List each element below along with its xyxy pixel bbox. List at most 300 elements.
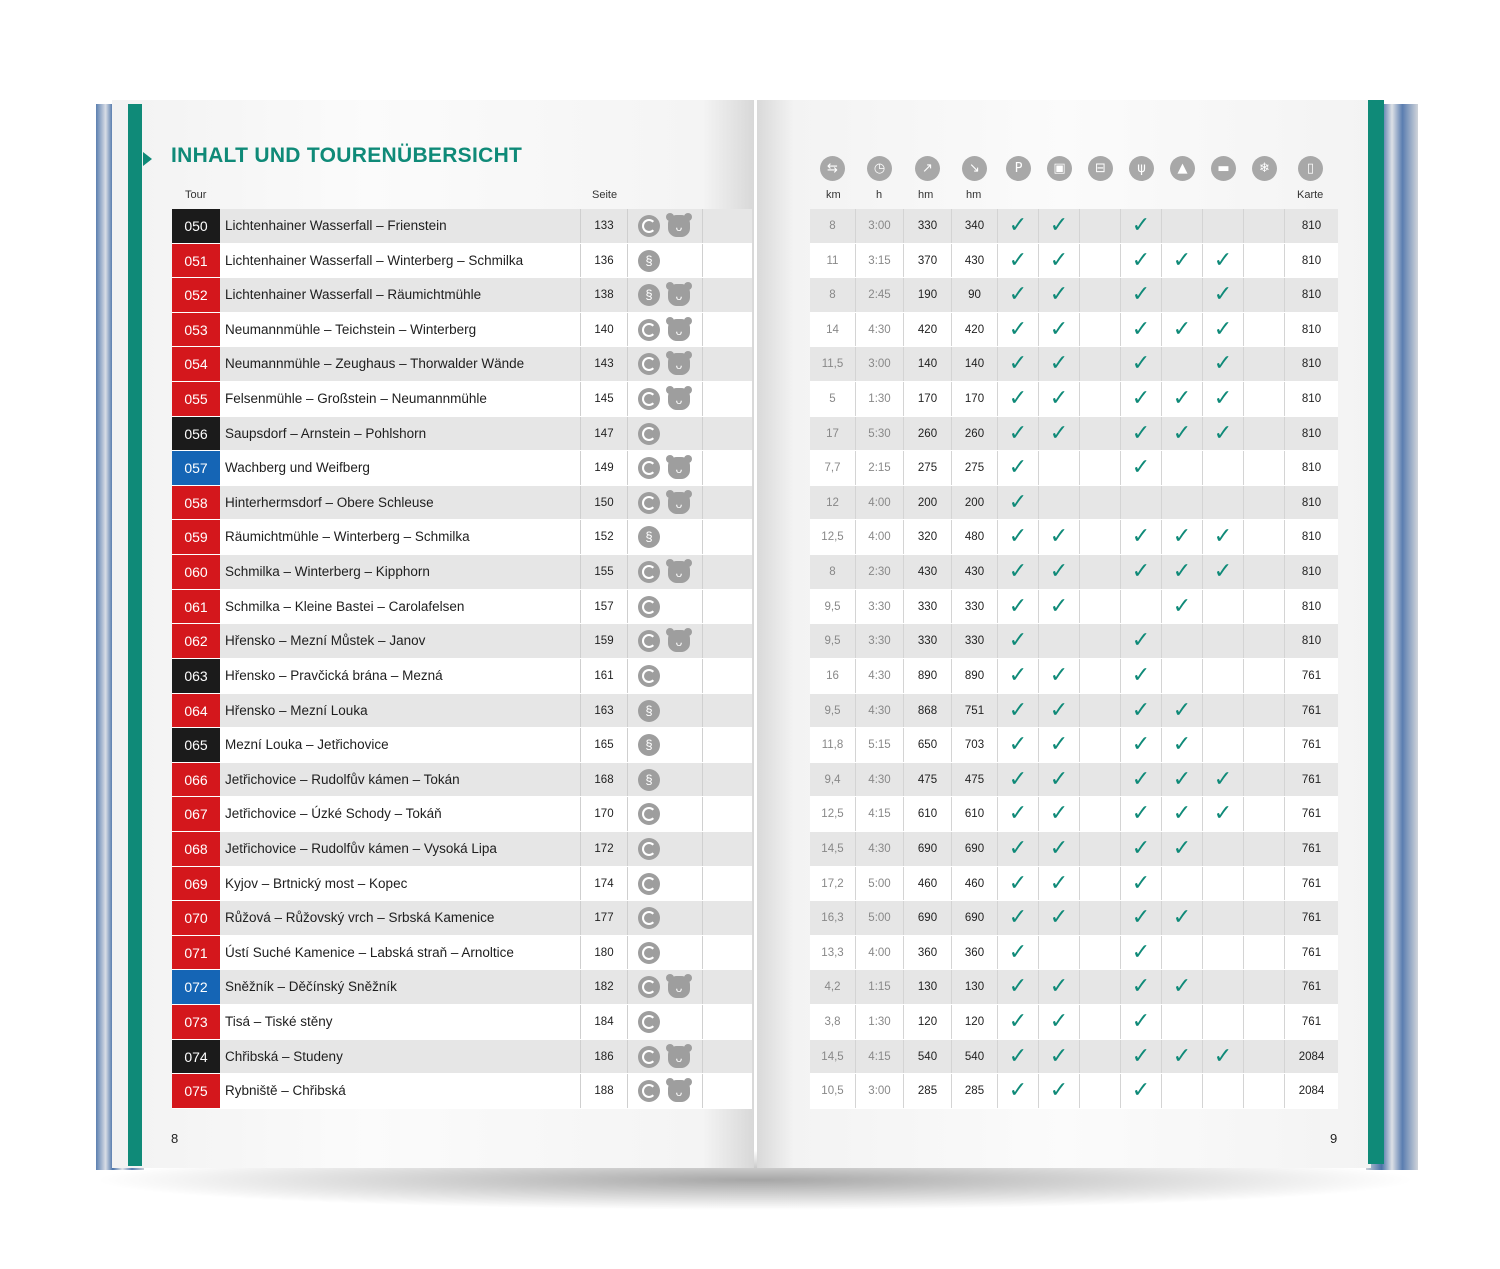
accommodation-available [1203,659,1244,693]
check-icon: ✓ [1213,801,1233,827]
check-icon: ✓ [1008,559,1028,585]
tour-name: Schmilka – Kleine Bastei – Carolafelsen [225,598,465,614]
restaurant-available [1121,1040,1162,1074]
tour-name: Lichtenhainer Wasserfall – Frienstein [225,218,447,233]
bus-available [1039,901,1080,935]
tour-badges [632,832,702,866]
tour-number: 060 [172,555,220,589]
cable-car-available [1080,313,1121,347]
row-divider [702,832,703,866]
bus-available [1039,451,1080,485]
tour-number: 054 [172,347,220,381]
check-icon: ✓ [1172,593,1192,619]
summit-available [1162,1040,1203,1074]
map-number: 810 [1301,496,1322,509]
restaurant-available [1121,832,1162,866]
tour-badges [632,1074,702,1108]
tour-page: 186 [580,1040,628,1074]
ascent-hm: 130 [904,970,952,1004]
ascent-hm: 285 [904,1074,952,1108]
tour-page: 170 [580,797,628,831]
winter-available [1244,278,1285,312]
row-divider [702,1005,703,1039]
row-divider [702,624,703,658]
tour-badges [632,901,702,935]
map-number: 810 [1301,393,1322,406]
parking-available [998,1074,1039,1108]
check-icon: ✓ [1213,524,1233,550]
title-arrow-icon [143,152,152,166]
tour-page: 136 [580,244,628,278]
tour-name: Räumichtmühle – Winterberg – Schmilka [225,529,470,545]
ascent-hm: 690 [904,832,952,866]
tour-row[interactable] [172,901,752,936]
loop-tour-icon [638,838,660,860]
check-icon: ✓ [1213,1043,1233,1069]
tour-badges [632,417,702,451]
tour-name: Rybniště – Chřibská [225,1083,346,1099]
tour-number: 070 [172,901,220,935]
check-icon: ✓ [1172,974,1192,1000]
winter-available [1244,901,1285,935]
tour-page: 155 [580,555,628,589]
check-icon: ✓ [1008,1009,1028,1035]
tour-row[interactable] [172,694,752,729]
cable-car-available [1080,347,1121,381]
check-icon: ✓ [1008,489,1028,515]
check-icon: ✓ [1131,1078,1151,1104]
summit-available [1162,451,1203,485]
tour-row[interactable] [172,347,752,382]
tour-row[interactable] [172,244,752,279]
tour-badges [632,382,702,416]
cable-car-available [1080,624,1121,658]
accommodation-available [1203,832,1244,866]
check-icon: ✓ [1008,628,1028,654]
cable-car-available [1080,901,1121,935]
tour-number: 059 [172,520,220,554]
duration-h: 5:00 [856,901,904,935]
map-number: 810 [1301,531,1322,544]
ascent-hm: 140 [904,347,952,381]
tour-row[interactable] [172,209,752,244]
check-icon: ✓ [1008,939,1028,965]
check-icon: ✓ [1049,420,1069,446]
row-divider [702,694,703,728]
tour-name: Hřensko – Mezní Můstek – Janov [225,633,426,649]
check-icon: ✓ [1008,420,1028,446]
check-icon: ✓ [1008,732,1028,758]
tour-number: 075 [172,1074,220,1108]
accommodation-available [1203,347,1244,381]
winter-available [1244,486,1285,520]
tour-number: 058 [172,486,220,520]
check-icon: ✓ [1131,1009,1151,1035]
distance-km: 3,8 [810,1005,856,1039]
tour-row[interactable] [172,417,752,452]
tour-stats-row [810,624,1338,659]
parking-available [998,970,1039,1004]
tour-row[interactable] [172,728,752,763]
parking-icon: P [1006,156,1031,181]
summit-available [1162,209,1203,243]
summit-available [1162,797,1203,831]
loop-tour-icon [638,942,660,964]
distance-km: 11,5 [810,347,856,381]
tour-name: Jetřichovice – Rudolfův kámen – Vysoká Lipa [225,840,497,856]
row-divider [702,382,703,416]
check-icon: ✓ [1049,386,1069,412]
signpost-icon: ⇆ [820,156,845,181]
family-bear-icon [668,1046,690,1068]
check-icon: ✓ [1172,559,1192,585]
tour-name: Wachberg und Weifberg [225,460,370,476]
parking-available [998,451,1039,485]
tour-row[interactable] [172,936,752,971]
ascent-hm: 430 [904,555,952,589]
check-icon: ✓ [1213,351,1233,377]
tour-row[interactable] [172,520,752,555]
tour-stats-row [810,1005,1338,1040]
parking-available [998,936,1039,970]
distance-km: 12,5 [810,520,856,554]
tour-row[interactable] [172,278,752,313]
check-icon: ✓ [1172,732,1192,758]
tour-name: Tisá – Tiské stěny [225,1014,333,1030]
duration-h: 4:00 [856,520,904,554]
summit-icon: ▲ [1170,156,1195,181]
one-way-tour-icon [638,769,660,791]
accommodation-available [1203,970,1244,1004]
restaurant-available [1121,624,1162,658]
check-icon: ✓ [1131,316,1151,342]
tour-row[interactable] [172,590,752,625]
tour-number: 069 [172,867,220,901]
tour-page: 133 [580,209,628,243]
tour-page: 177 [580,901,628,935]
check-icon: ✓ [1049,974,1069,1000]
tour-row[interactable] [172,555,752,590]
bus-available [1039,867,1080,901]
family-bear-icon [668,284,690,306]
tour-number: 056 [172,417,220,451]
summit-available [1162,763,1203,797]
restaurant-available [1121,1074,1162,1108]
parking-available [998,763,1039,797]
map-number: 761 [1301,877,1322,890]
distance-km: 7,7 [810,451,856,485]
tour-badges [632,659,702,693]
tour-badges [632,970,702,1004]
tour-name: Hinterhermsdorf – Obere Schleuse [225,494,434,510]
seite-column-header: Seite [592,189,618,201]
cable-car-available [1080,867,1121,901]
summit-available [1162,901,1203,935]
bus-available [1039,313,1080,347]
check-icon: ✓ [1008,316,1028,342]
loop-tour-icon [638,976,660,998]
row-divider [702,728,703,762]
summit-available [1162,867,1203,901]
check-icon: ✓ [1172,801,1192,827]
cable-car-available [1080,936,1121,970]
row-divider [702,347,703,381]
row-divider [702,867,703,901]
family-bear-icon [668,388,690,410]
cable-car-available [1080,728,1121,762]
loop-tour-icon [638,1080,660,1102]
accommodation-available [1203,694,1244,728]
tour-page: 184 [580,1005,628,1039]
duration-h: 3:30 [856,624,904,658]
tour-stats-row [810,970,1338,1005]
check-icon: ✓ [1049,662,1069,688]
duration-h: 4:00 [856,486,904,520]
tour-number: 062 [172,624,220,658]
check-icon: ✓ [1049,282,1069,308]
descent-hm: 480 [952,520,998,554]
tour-stats-row [810,278,1338,313]
tour-badges [632,797,702,831]
row-divider [702,313,703,347]
row-divider [702,970,703,1004]
ascent-hm: 330 [904,624,952,658]
distance-km: 14,5 [810,832,856,866]
accommodation-available [1203,417,1244,451]
loop-tour-icon [638,353,660,375]
tour-row[interactable] [172,313,752,348]
tour-stats-row [810,797,1338,832]
winter-available [1244,244,1285,278]
tour-badges [632,313,702,347]
descent-hm: 200 [952,486,998,520]
check-icon: ✓ [1172,1043,1192,1069]
bus-available [1039,659,1080,693]
accommodation-available [1203,313,1244,347]
accommodation-available [1203,451,1244,485]
tour-badges [632,867,702,901]
check-icon: ✓ [1008,697,1028,723]
tour-row[interactable] [172,659,752,694]
tour-stats-row [810,347,1338,382]
check-icon: ✓ [1172,766,1192,792]
parking-available [998,1005,1039,1039]
check-icon: ✓ [1213,559,1233,585]
family-bear-icon [668,457,690,479]
loop-tour-icon [638,873,660,895]
tour-name: Neumannmühle – Zeughaus – Thorwalder Wände [225,356,525,372]
row-divider [702,659,703,693]
tour-table-left [172,209,752,1109]
parking-available [998,590,1039,624]
tour-name: Mezní Louka – Jetřichovice [225,737,389,753]
page-title: INHALT UND TOURENÜBERSICHT [171,144,523,167]
descent-hm: 690 [952,832,998,866]
distance-km: 11,8 [810,728,856,762]
accommodation-available [1203,1005,1244,1039]
accommodation-available [1203,763,1244,797]
tour-name: Ústí Suché Kamenice – Labská straň – Arnoltice [225,944,514,960]
winter-available [1244,659,1285,693]
family-bear-icon [668,492,690,514]
check-icon: ✓ [1049,213,1069,238]
bus-available [1039,590,1080,624]
row-divider [702,451,703,485]
check-icon: ✓ [1172,697,1192,723]
tour-row[interactable] [172,1040,752,1075]
duration-h: 3:00 [856,1074,904,1108]
bus-available [1039,244,1080,278]
check-icon: ✓ [1008,766,1028,792]
ascent-hm: 690 [904,901,952,935]
duration-h: 1:15 [856,970,904,1004]
cable-car-icon: ⊟ [1088,156,1113,181]
tour-number: 051 [172,244,220,278]
ascent-hm: 610 [904,797,952,831]
restaurant-available [1121,313,1162,347]
right-accent-stripe [1368,100,1384,1164]
tour-row[interactable] [172,970,752,1005]
tour-name: Lichtenhainer Wasserfall – Winterberg – Schmilka [225,252,524,268]
tour-row[interactable] [172,1005,752,1040]
family-bear-icon [668,561,690,583]
accommodation-available [1203,936,1244,970]
parking-available [998,313,1039,347]
check-icon: ✓ [1008,905,1028,931]
map-number: 761 [1301,808,1322,821]
restaurant-available [1121,659,1162,693]
distance-km: 9,5 [810,590,856,624]
tour-row[interactable] [172,451,752,486]
check-icon: ✓ [1131,662,1151,688]
winter-available [1244,451,1285,485]
parking-available [998,278,1039,312]
tour-row[interactable] [172,763,752,798]
check-icon: ✓ [1131,766,1151,792]
tour-row[interactable] [172,624,752,659]
winter-available [1244,347,1285,381]
tour-number: 061 [172,590,220,624]
tour-badges [632,728,702,762]
check-icon: ✓ [1172,247,1192,273]
distance-km: 9,5 [810,694,856,728]
check-icon: ✓ [1172,316,1192,342]
restaurant-available [1121,347,1162,381]
summit-available [1162,347,1203,381]
tour-row[interactable] [172,486,752,521]
tour-number: 073 [172,1005,220,1039]
distance-km: 12,5 [810,797,856,831]
duration-h: 3:00 [856,347,904,381]
winter-available [1244,1005,1285,1039]
accommodation-available [1203,1040,1244,1074]
tour-stats-row [810,382,1338,417]
tour-row[interactable] [172,1074,752,1109]
cable-car-available [1080,520,1121,554]
tour-page: 161 [580,659,628,693]
check-icon: ✓ [1131,732,1151,758]
descent-hm: 90 [952,278,998,312]
parking-available [998,797,1039,831]
tour-badges [632,520,702,554]
winter-available [1244,694,1285,728]
tour-number: 057 [172,451,220,485]
tour-page: 152 [580,520,628,554]
restaurant-available [1121,451,1162,485]
winter-available [1244,763,1285,797]
summit-available [1162,694,1203,728]
family-bear-icon [668,1080,690,1102]
tour-page: 172 [580,832,628,866]
tour-number: 067 [172,797,220,831]
tour-number: 055 [172,382,220,416]
loop-tour-icon [638,1011,660,1033]
ascent-hm: 370 [904,244,952,278]
tour-badges [632,244,702,278]
tour-stats-row [810,555,1338,590]
row-divider [702,901,703,935]
accommodation-available [1203,486,1244,520]
winter-available [1244,313,1285,347]
check-icon: ✓ [1049,247,1069,273]
parking-available [998,1040,1039,1074]
check-icon: ✓ [1008,1078,1028,1104]
accommodation-icon: ▬ [1211,156,1236,181]
winter-available [1244,555,1285,589]
tour-row[interactable] [172,797,752,832]
tour-name: Saupsdorf – Arnstein – Pohlshorn [225,425,427,441]
accommodation-available [1203,555,1244,589]
bus-available [1039,555,1080,589]
one-way-tour-icon [638,700,660,722]
bus-available [1039,486,1080,520]
tour-number: 050 [172,209,220,243]
loop-tour-icon [638,803,660,825]
duration-h: 5:15 [856,728,904,762]
accommodation-available [1203,278,1244,312]
ascent-hm: 275 [904,451,952,485]
winter-available [1244,590,1285,624]
check-icon: ✓ [1131,247,1151,273]
loop-tour-icon [638,1046,660,1068]
h-column-header: h [876,189,883,201]
bus-available [1039,520,1080,554]
tour-badges [632,694,702,728]
map-number: 2084 [1298,1050,1325,1063]
parking-available [998,901,1039,935]
tour-row[interactable] [172,832,752,867]
cable-car-available [1080,382,1121,416]
distance-km: 8 [810,555,856,589]
tour-row[interactable] [172,867,752,902]
check-icon: ✓ [1131,524,1151,550]
restaurant-available [1121,382,1162,416]
descent-hm: 170 [952,382,998,416]
parking-available [998,244,1039,278]
tour-row[interactable] [172,382,752,417]
tour-number: 068 [172,832,220,866]
map-number: 761 [1301,981,1322,994]
restaurant-available [1121,901,1162,935]
tour-name: Chřibská – Studeny [225,1048,343,1064]
tour-number: 072 [172,970,220,1004]
check-icon: ✓ [1008,801,1028,827]
tour-name: Neumannmühle – Teichstein – Winterberg [225,321,477,337]
row-divider [702,1074,703,1108]
check-icon: ✓ [1131,697,1151,723]
cable-car-available [1080,659,1121,693]
row-divider [702,417,703,451]
